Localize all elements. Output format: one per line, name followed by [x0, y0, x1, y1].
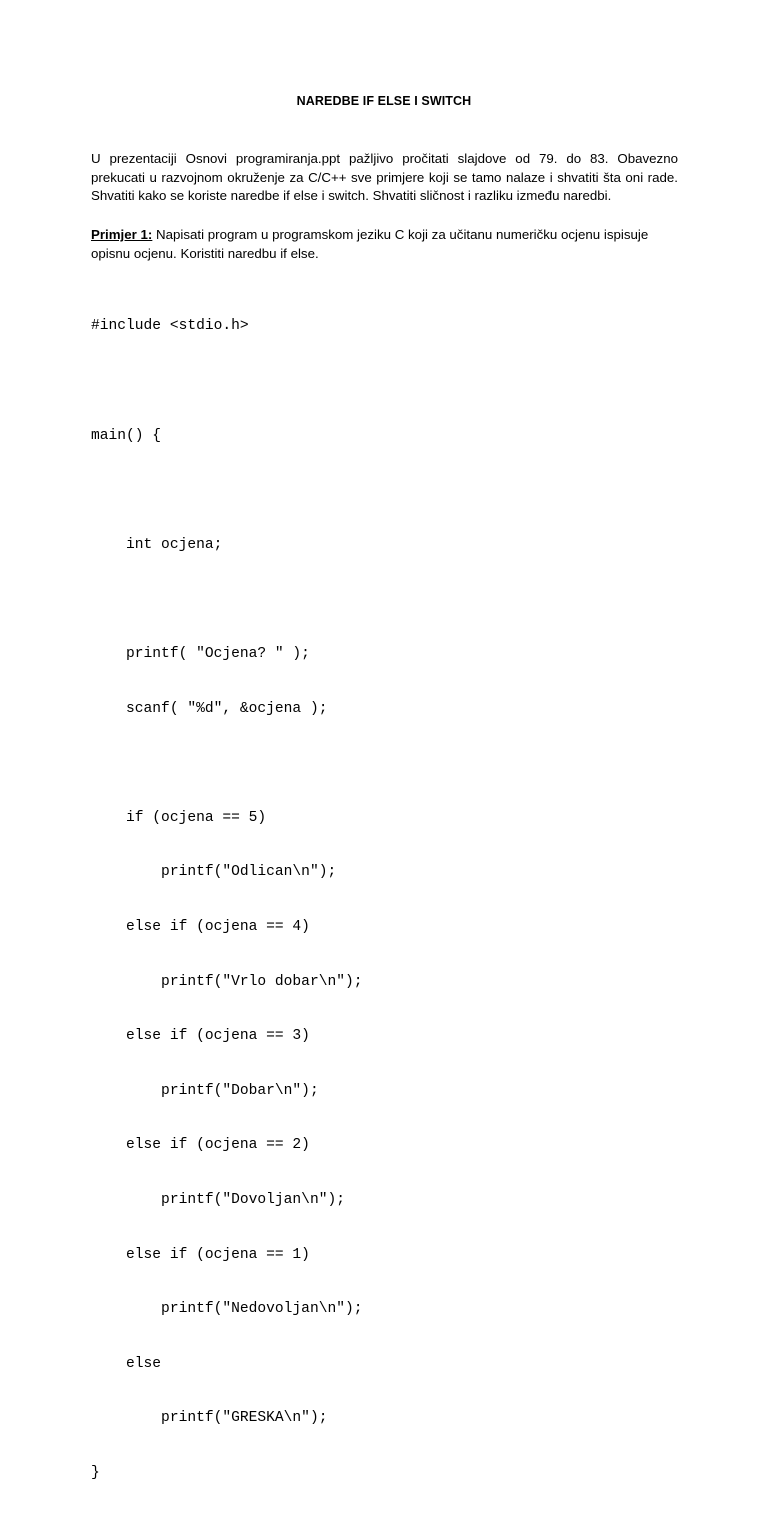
example-label: Primjer 1: — [91, 227, 153, 242]
code-line: printf("Odlican\n"); — [91, 864, 337, 881]
code-line: printf("GRESKA\n"); — [91, 1410, 328, 1427]
code-line — [91, 481, 363, 499]
code-line: if (ocjena == 5) — [91, 809, 267, 826]
example-paragraph — [91, 226, 678, 263]
code-line: } — [91, 1464, 100, 1481]
code-line: else if (ocjena == 2) — [91, 1137, 310, 1154]
code-line: printf("Dovoljan\n"); — [91, 1191, 345, 1208]
code-line: #include <stdio.h> — [91, 318, 249, 335]
code-line — [91, 372, 363, 390]
code-line: printf("Vrlo dobar\n"); — [91, 973, 363, 990]
code-line: scanf( "%d", &ocjena ); — [91, 700, 328, 717]
code-line: printf("Dobar\n"); — [91, 1082, 319, 1099]
code-line: main() { — [91, 427, 162, 444]
code-line: int ocjena; — [91, 536, 223, 553]
code-line: printf("Nedovoljan\n"); — [91, 1301, 363, 1318]
code-line: else if (ocjena == 3) — [91, 1028, 310, 1045]
document-title: NAREDBE IF ELSE I SWITCH — [296, 94, 472, 108]
example-text: Napisati program u programskom jeziku C koji za učitanu numeričku ocjenu ispisuje opisnu ocjenu. Koristiti naredbu if else. — [91, 227, 649, 261]
code-line: else if (ocjena == 1) — [91, 1246, 310, 1263]
code-line: printf( "Ocjena? " ); — [91, 645, 310, 662]
intro-paragraph: U prezentaciji Osnovi programiranja.ppt pažljivo pročitati slajdove od 79. do 83. Obavezno prekucati u razvojnom okruženje za C/C++ sve primjere koji se tamo nalaze i shvatiti šta oni rade. Shvatiti kako se koriste naredbe if else i switch. Shvatiti sličnost i razliku između naredbi. — [91, 151, 678, 203]
code-line: else — [91, 1355, 162, 1372]
code-line: else if (ocjena == 4) — [91, 918, 310, 935]
code-line — [91, 754, 363, 772]
code-block — [91, 281, 363, 1518]
code-line — [91, 590, 363, 608]
